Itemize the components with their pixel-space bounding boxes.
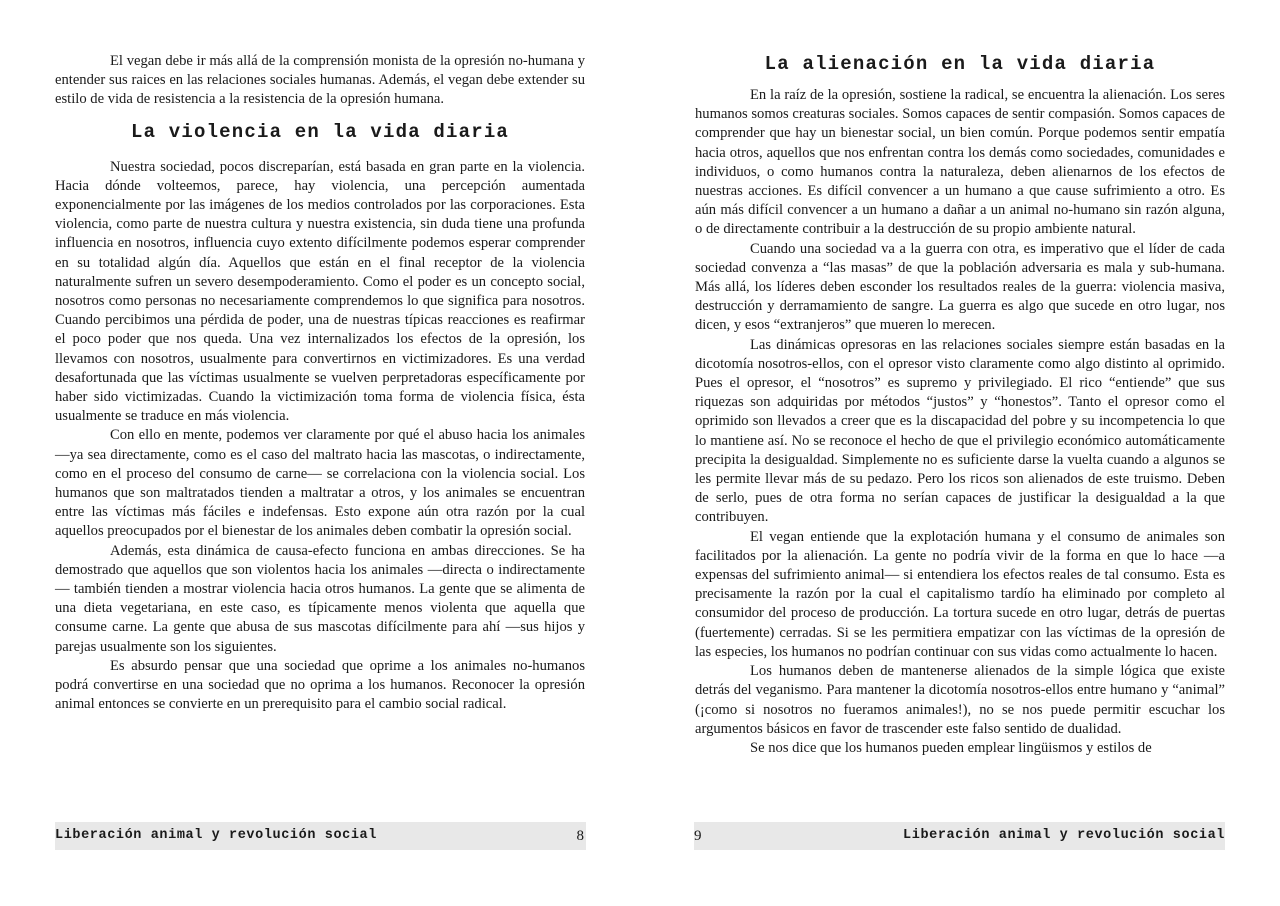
body-paragraph: El vegan entiende que la explotación humana y el consumo de animales son facilitados por la alienación. La gente no podría vivir de la forma en que lo hace —a expensas del sufrimiento animal— si entendiera los efectos reales de tal consumo. Esta es precisamente la razón por la cual el capitalismo tardío ha eliminado por completo al consumidor del proceso de producción. La tortura sucede en otro lugar, detrás de puertas (fuertemente) cerradas. Si se les permitiera empatizar con las víctimas de la opresión de las especies, los humanos no podrían continuar con sus vidas como actualmente lo hacen. [695,528,1225,660]
body-paragraph: Es absurdo pensar que una sociedad que oprime a los animales no-humanos podrá convertirse en una sociedad que no oprima a los humanos. Reconocer la opresión animal entonces se convierte en un prerequisito para el cambio social radical. [55,657,585,713]
body-paragraph: Las dinámicas opresoras en las relaciones sociales siempre están basadas en la dicotomía nosotros-ellos, con el opresor visto claramente como algo distinto al oprimido. Pues el opresor, el “nosotros” es supremo y privilegiado. El rico “entiende” que sus riquezas son adquiridas por métodos “justos” y “honestos”. Tanto el opresor como el oprimido son llevados a creer que es la discapacidad del pobre y su incompetencia lo que lo mantiene así. No se reconoce el hecho de que el privilegio económico automáticamente precipita la desigualdad. Simplemente no es suficiente darse la vuelta cuando a algunos se les permite llevar más de su pedazo. Pero los ricos son alienados de este truismo. Deben de serlo, pues de otra forma no serían capaces de justificar la desigualdad a la que contribuyen. [695,336,1225,526]
body-paragraph: Los humanos deben de mantenerse alienados de la simple lógica que existe detrás del veganismo. Para mantener la dicotomía nosotros-ellos entre humano y “animal” (¡como si nosotros no fueramos animales!), no se nos puede permitir escuchar los argumentos básicos en favor de trascender este falso sentido de dualidad. [695,663,1225,737]
body-paragraph: Nuestra sociedad, pocos discreparían, está basada en gran parte en la violencia. Hacia dónde volteemos, parece, hay violencia, una percepción aumentada exponencialmente por las imágenes de los medios controlados por las corporaciones. Esta violencia, como parte de nuestra cultura y nuestra existencia, sin duda tiene una profunda influencia en nosotros, influencia cuyo extento difícilmente podemos esperar comprender en su totalidad algún día. Aquellos que están en el final receptor de la violencia naturalmente sufren un severo desempoderamiento. Como el poder es un concepto social, nosotros como personas no necesariamente comprendemos lo que significa para nosotros. Cuando percibimos una pérdida de poder, una de nuestras típicas reacciones es reafirmar el poco poder que nos queda. Una vez internalizados los efectos de la opresión, los llevamos con nosotros, usualmente para convertirnos en victimizadores. Es una verdad desafortunada que las víctimas usualmente se vuelven perpretadoras específicamente por haber sido victimizadas. Cuando la victimización toma forma de violencia física, ésta usualmente se traduce en más violencia. [55,158,585,425]
left-page [55,52,585,715]
right-page [695,52,1225,758]
intro-paragraph: El vegan debe ir más allá de la comprensión monista de la opresión no-humana y entender sus raices en las relaciones sociales humanas. Además, el vegan debe extender su estilo de vida de resistencia a la resistencia de la opresión humana. [55,53,585,108]
body-paragraph: Además, esta dinámica de causa-efecto funciona en ambas direcciones. Se ha demostrado que aquellos que son violentos hacia los animales —directa o indirectamente— también tienden a mostrar violencia hacia otros humanos. La gente que se alimenta de una dieta vegetariana, en este caso, es típicamente menos violenta que aquella que consume carne. La gente que abusa de sus mascotas difícilmente para ahí —sus hijos y parejas usualmente son los siguientes. [55,542,585,655]
running-title: Liberación animal y revolución social [903,828,1225,843]
section-heading-alienation: La alienación en la vida diaria [764,53,1156,75]
body-paragraph: En la raíz de la opresión, sostiene la radical, se encuentra la alienación. Los seres humanos somos creaturas sociales. Somos capaces de sentir compasión. Somos capaces de comprender que hay un bienestar social, un bien común. Porque podemos sentir empatía hacia otros, aquellos que nos enfrentan contra los demás como sociedades, comunidades e individuos, o como humanos contra la naturaleza, deben alienarnos de los efectos de nuestras acciones. Es difícil convencer a un humano a que cause sufrimiento a otro. Es aún más difícil convencer a un humano a dañar a un animal no-humano sin razón alguna, o de directamente contribuir a la destrucción de su propio ambiente natural. [695,87,1225,238]
left-footer [55,822,586,850]
running-title: Liberación animal y revolución social [55,828,377,843]
section-heading-violence: La violencia en la vida diaria [130,120,510,143]
page-number: 9 [694,828,702,844]
right-footer [694,822,1225,850]
page-number: 8 [576,828,584,844]
body-paragraph: Con ello en mente, podemos ver claramente por qué el abuso hacia los animales —ya sea directamente, como es el caso del maltrato hacia las mascotas, o indirectamente, como en el proceso del consumo de carne— se correlaciona con la violencia social. Los humanos que son maltratados tienden a maltratar a otros, y los animales se encuentran entre las víctimas más fáciles e indefensas. Esto expone aún otra razón por la cual aquellos preocupados por el bienestar de los animales deben combatir la opresión social. [55,427,585,540]
body-paragraph: Cuando una sociedad va a la guerra con otra, es imperativo que el líder de cada sociedad convenza a “las masas” de que la población adversaria es mala y sub-humana. Más allá, los líderes deben esconder los resultados reales de la guerra: violencia masiva, destrucción y derramamiento de sangre. La guerra es algo que sucede en otro lugar, nos dicen, y esos “extranjeros” que mueren lo merecen. [695,240,1225,334]
body-paragraph: Se nos dice que los humanos pueden emplear lingüismos y estilos de [750,739,1152,756]
